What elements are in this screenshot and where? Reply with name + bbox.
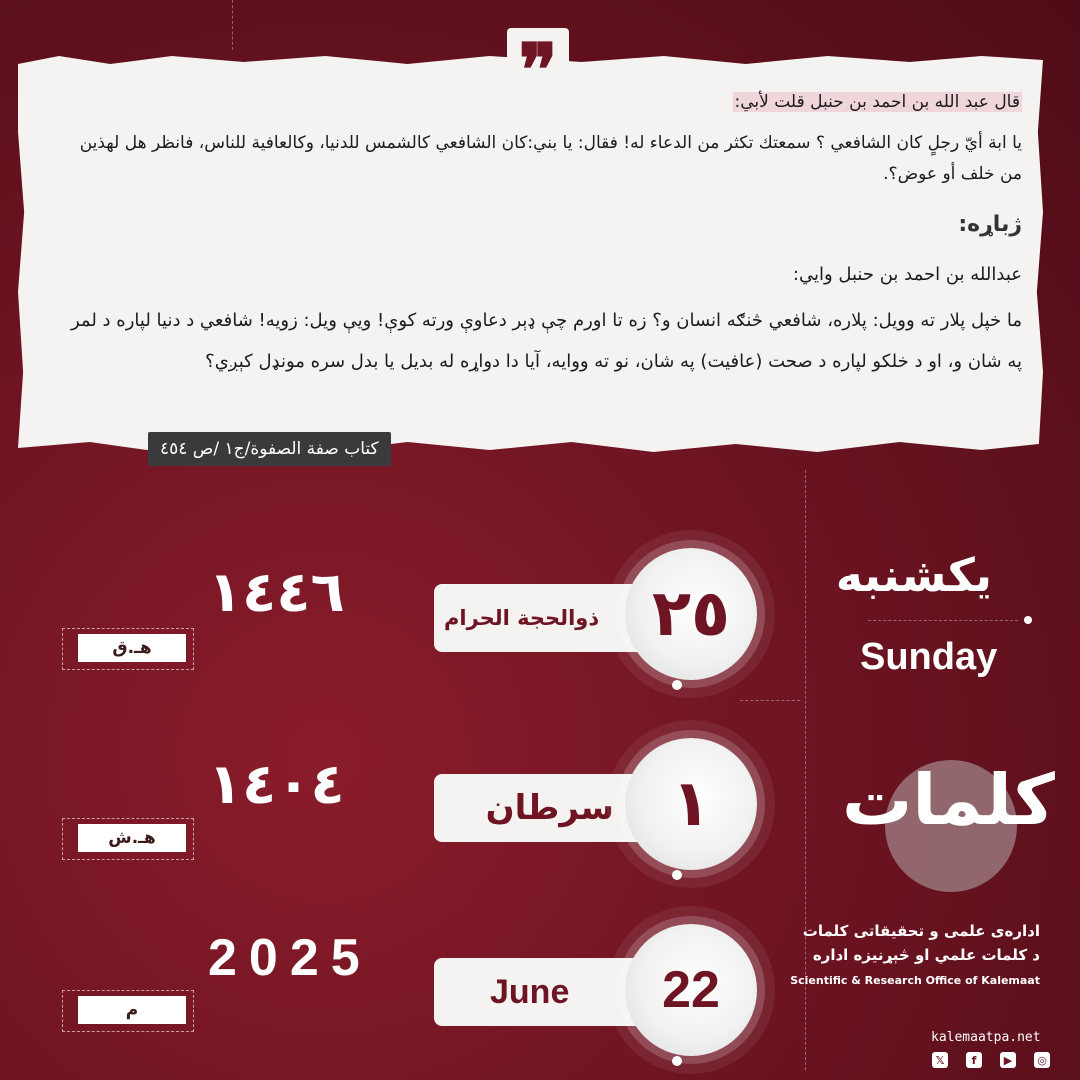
arabic-quote-title: قال عبد الله بن احمد بن حنبل قلت لأبي: [734,92,1020,112]
instagram-icon[interactable]: ◎ [1034,1052,1050,1068]
month-solar: سرطان [485,788,614,828]
era-hijri: هـ.ق [78,634,186,662]
month-gregorian: June [490,972,570,1011]
org-name-english: Scientific & Research Office of Kalemaat [790,974,1040,987]
era-solar: هـ.ش [78,824,186,852]
decor-dot [672,1056,682,1066]
website-link[interactable]: kalemaatpa.net [931,1030,1041,1045]
brand-logo: كلمات [842,759,1055,841]
translation-heading: ژباړه: [958,212,1022,237]
date-ring-gregorian [625,924,757,1056]
era-gregorian: م [78,996,186,1024]
date-ring-hijri [625,548,757,680]
year-hijri: ١٤٤٦ [208,560,345,625]
facebook-icon[interactable]: f [966,1052,982,1068]
translation-body: ما خپل پلار ته وويل: پلاره، شافعي څنګه انسان و؟ زه تا اورم چې ډېر دعاوې ورته کوې! ويې ويل: زويه! شافعي د دنيا لپاره د لمر په شان و، او د خلکو لپاره د صحت (عافيت) په شان، نو ته ووايه، آيا دا دواړه له بديل يا بدل سره مونډل کېږي؟ [71,310,1022,372]
source-label: كتاب صفة الصفوة/ج١ /ص ٤٥٤ [148,432,391,466]
x-icon[interactable]: 𝕏 [932,1052,948,1068]
translation-intro: عبدالله بن احمد بن حنبل وايي: [792,264,1022,285]
divider-line [740,700,800,701]
quote-card [18,52,1043,452]
date-ring-solar [625,738,757,870]
decor-dot [1024,616,1032,624]
org-name-dari: اداره‌ی علمی و تحقیقاتی کلمات [802,922,1040,940]
day-name-english: Sunday [860,636,998,678]
quote-icon: ❞ [507,28,569,90]
year-gregorian: 2025 [208,929,372,987]
year-solar: ١٤٠٤ [208,752,345,817]
day-gregorian: 22 [662,961,720,1019]
day-name-local: یکشنبه [835,548,992,602]
youtube-icon[interactable]: ▶ [1000,1052,1016,1068]
org-name-pashto: د کلمات علمي او څېړنيزه اداره [812,946,1040,964]
day-solar: ١ [671,767,711,841]
month-hijri: ذوالحجة الحرام [444,606,600,630]
arabic-quote-body: يا ابة أيّ رجلٍ كان الشافعي ؟ سمعتك تكثر من الدعاء له! فقال: يا بني:كان الشافعي كالشمس للدنيا، وكالعافية للناس، فانظر هل لهذين من خلف أو عوض؟. [79,133,1022,184]
decor-dot [672,680,682,690]
divider-line [232,0,233,50]
decor-dot [672,870,682,880]
divider-line [868,620,1018,621]
day-hijri: ٢٥ [651,577,731,651]
